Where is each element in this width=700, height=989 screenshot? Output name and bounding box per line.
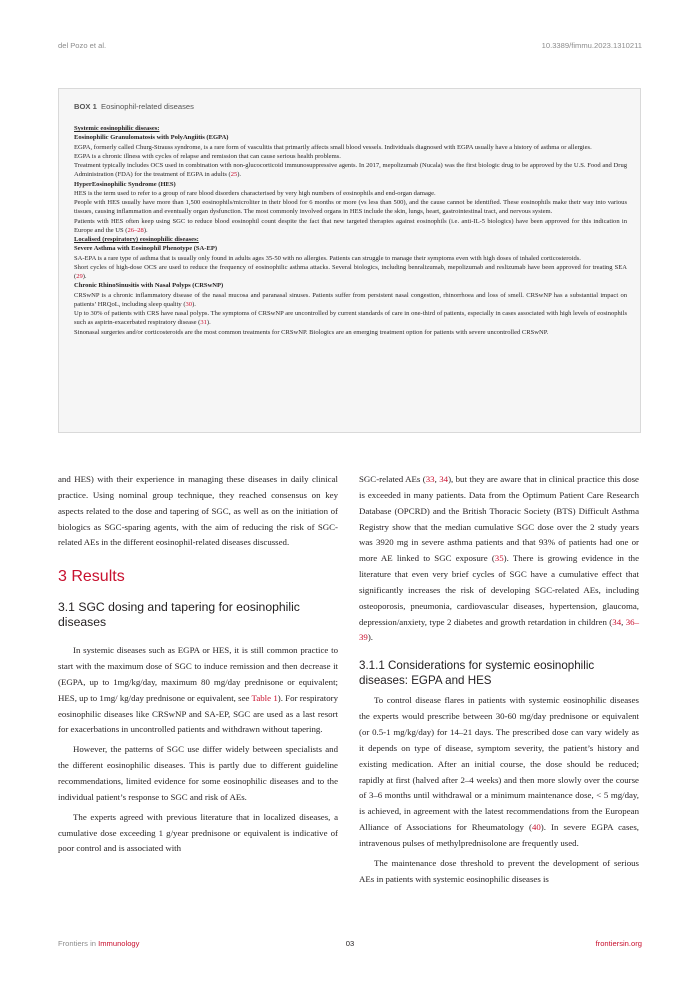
saep-paragraph-2: Short cycles of high-dose OCS are used to reduce the frequency of eosinophilic asthma attacks. Several biologics, including benralizumab, mepolizumab and reslizumab have been approved for treating SEA (29).	[74, 263, 627, 280]
page-number: 03	[345, 939, 355, 948]
citation-link[interactable]: 34	[612, 616, 622, 627]
egpa-paragraph-2: EGPA is a chronic illness with cycles of relapse and remission that can cause serious health problems.	[74, 152, 341, 160]
citation-link[interactable]: 31	[200, 319, 207, 327]
citation-link[interactable]: 26–28	[127, 226, 144, 234]
systemic-heading: Systemic eosinophilic diseases:	[74, 125, 160, 132]
citation-link[interactable]: 33	[425, 474, 435, 484]
saep-paragraph-1: SA-EPA is a rare type of asthma that is usually only found in adults ages 35-50 with no allergies. Patients can struggle to manage their symptoms even with high doses of inhaled corticosteroids.	[74, 254, 581, 262]
citation-link[interactable]: 25	[230, 171, 238, 179]
left-paragraph-1: In systemic diseases such as EGPA or HES, it is still common practice to start with the maximum dose of SGC to induce remission and then decrease it (EGPA, up to 1mg/kg/day, maximum 80 mg/day prednisone or equivalent; HES, up to 1mg/ kg/day prednisone or equivalent, see Table 1). For respiratory eosinophilic diseases like CRSwNP and SA-EP, SGC are used as a last resort for exacerbations in uncontrolled patients and withdrawn without tapering.	[58, 645, 339, 735]
saep-heading: Severe Asthma with Eosinophil Phenotype (SA-EP)	[74, 245, 218, 253]
right-column	[359, 472, 639, 887]
box-eosinophil-diseases	[58, 88, 641, 433]
citation-link[interactable]: 29	[76, 273, 83, 280]
citation-link[interactable]: 34	[439, 474, 449, 484]
citation-link[interactable]: 36–39	[359, 616, 640, 643]
section-3-1-heading: 3.1 SGC dosing and tapering for eosinophilic diseases	[58, 600, 300, 629]
running-header-doi: 10.3389/fimmu.2023.1310211	[541, 41, 642, 50]
results-heading: 3 Results	[58, 568, 125, 586]
box-label: BOX 1	[74, 102, 97, 111]
box-title-text: Eosinophil-related diseases	[101, 102, 194, 111]
crswnp-heading: Chronic RhinoSinusitis with Nasal Polyps (CRSwNP)	[74, 282, 224, 290]
right-paragraph-2: To control disease flares in patients with systemic eosinophilic diseases the experts would prescribe between 30-60 mg/day prednisone or equivalent (or 0.5-1 mg/kg/day) for 14–21 days. The prescribed dose can vary widely as it depends on type of disease, symptom severity, the patient’s history and existing medication. After an initial course, the dose should be reduced; rapidly at first (halved after 2–4 weeks) and then more slowly over the course of 3–6 months until withdrawal or a minimum maintenance dose, < 5 mg/day, is achieved, in agreement with the latest recommendations from the European Alliance of Associations for Rheumatology (40). In severe EGPA cases, intravenous pulses of methylprednisolone are frequently used.	[359, 695, 639, 848]
box-title	[74, 102, 194, 111]
left-column	[58, 472, 338, 857]
egpa-heading: Eosinophilic Granulomatosis with PolyAngiitis (EGPA)	[74, 134, 229, 142]
box-body	[74, 124, 627, 337]
hes-paragraph-3: Patients with HES often keep using SGC to reduce blood eosinophil count despite the fact that new targeted therapies against eosinophils (i.e. anti-IL-5 biologics) have been approved for this indication in Europe and the US (26–28).	[74, 217, 627, 234]
right-paragraph-3: The maintenance dose threshold to prevent the development of serious AEs in patients with systemic eosinophilic diseases is	[359, 857, 639, 884]
hes-heading: HyperEosinophilic Syndrome (HES)	[74, 180, 176, 188]
running-header-authors: del Pozo et al.	[58, 41, 107, 50]
localised-heading: Localised (respiratory) eosinophilic diseases:	[74, 236, 199, 243]
hes-paragraph-1: HES is the term used to refer to a group of rare blood disorders characterised by very high numbers of eosinophils and end-organ damage.	[74, 189, 436, 197]
right-paragraph-1: SGC-related AEs (33, 34), but they are aware that in clinical practice this dose is exceeded in many patients. Data from the Optimum Patient Care Research Database (OPCRD) and the British Thoracic Society (BTS) Difficult Asthma Registry show that the median cumulative SGC dose over the 2 study years was 3920 mg in severe asthma patients and that 93% of patients had one or more AE linked to SGC exposure (35). There is growing evidence in the literature that even very brief cycles of SGC have a cumulative effect that significantly increases the risk of developing SGC-related AEs, including osteoporosis, pneumonia, cardiovascular diseases, hypertension, glaucoma, depression/anxiety, type 2 diabetes and growth retardation in children (34, 36–39).	[359, 474, 640, 643]
section-3-1-1-heading: 3.1.1 Considerations for systemic eosinophilic diseases: EGPA and HES	[359, 659, 595, 687]
citation-link[interactable]: 30	[185, 300, 193, 308]
egpa-paragraph-1: EGPA, formerly called Churg-Strauss syndrome, is a rare form of vasculitis that primarily affects small blood vessels. Individuals diagnosed with EGPA usually have a history of asthma or allergies.	[74, 143, 592, 151]
crswnp-paragraph-3: Sinonasal surgeries and/or corticosteroids are the most common treatments for CRSwNP. Biologics are an emerging treatment option for patients with severe uncontrolled CRSwNP.	[74, 328, 549, 336]
left-paragraph-3: The experts agreed with previous literature that in localized diseases, a cumulative dose exceeding 1 g/year prednisone or equivalent is indicative of poor control and is associated with	[58, 811, 338, 854]
crswnp-paragraph-2: Up to 30% of patients with CRS have nasal polyps. The symptoms of CRSwNP are uncontrolled by current standards of care in one-third of patients, especially in cases associated with high levels of eosinophils such as aspirin-exacerbated respiratory disease (31).	[74, 310, 627, 327]
citation-link[interactable]: 40	[531, 822, 541, 833]
footer-journal[interactable]: Frontiers in Immunology	[58, 939, 140, 948]
intro-paragraph: and HES) with their experience in managing these diseases in daily clinical practice. Using nominal group technique, they reached consensus on key aspects related to the dose and tapering of SGC, as well as on the initiation of biologics as SGC-sparing agents, with the aim of reducing the risk of SGC-related AEs in the different eosinophil-related diseases discussed.	[58, 474, 338, 548]
citation-link[interactable]: 35	[494, 553, 504, 564]
crswnp-paragraph-1: CRSwNP is a chronic inflammatory disease of the nasal mucosa and paranasal sinuses. Patients suffer from persistent nasal congestion, rhinorrhoea and loss of smell. CRSwNP has a substantial impact on patients’ HRQoL, including sleep quality (30).	[74, 291, 627, 308]
footer-site-link[interactable]: frontiersin.org	[595, 939, 642, 948]
left-paragraph-2: However, the patterns of SGC use differ widely between specialists and the different eosinophilic diseases. This is partly due to different guideline recommendations, limited evidence for some eosinophilic diseases and to the individual patient’s response to SGC and risk of AEs.	[58, 744, 338, 802]
egpa-paragraph-3: Treatment typically includes OCS used in combination with non-glucocorticoid immunosuppressive agents. In 2017, mepolizumab (Nucala) was the first biologic drug to be approved by the U.S. Food and Drug Administration (FDA) for the treatment of EGPA in adults (25).	[74, 162, 627, 179]
table-link[interactable]: Table 1	[251, 692, 278, 703]
hes-paragraph-2: People with HES usually have more than 1,500 eosinophils/microliter in their blood for 6 months or more (vs less than 500), and the cause cannot be identified. These eosinophils make their way into various tissues, causing inflammation and eventually organ dysfunction. The most commonly involved organs in HES include the skin, lungs, heart, gastrointestinal tract, and nervous system.	[74, 199, 627, 216]
